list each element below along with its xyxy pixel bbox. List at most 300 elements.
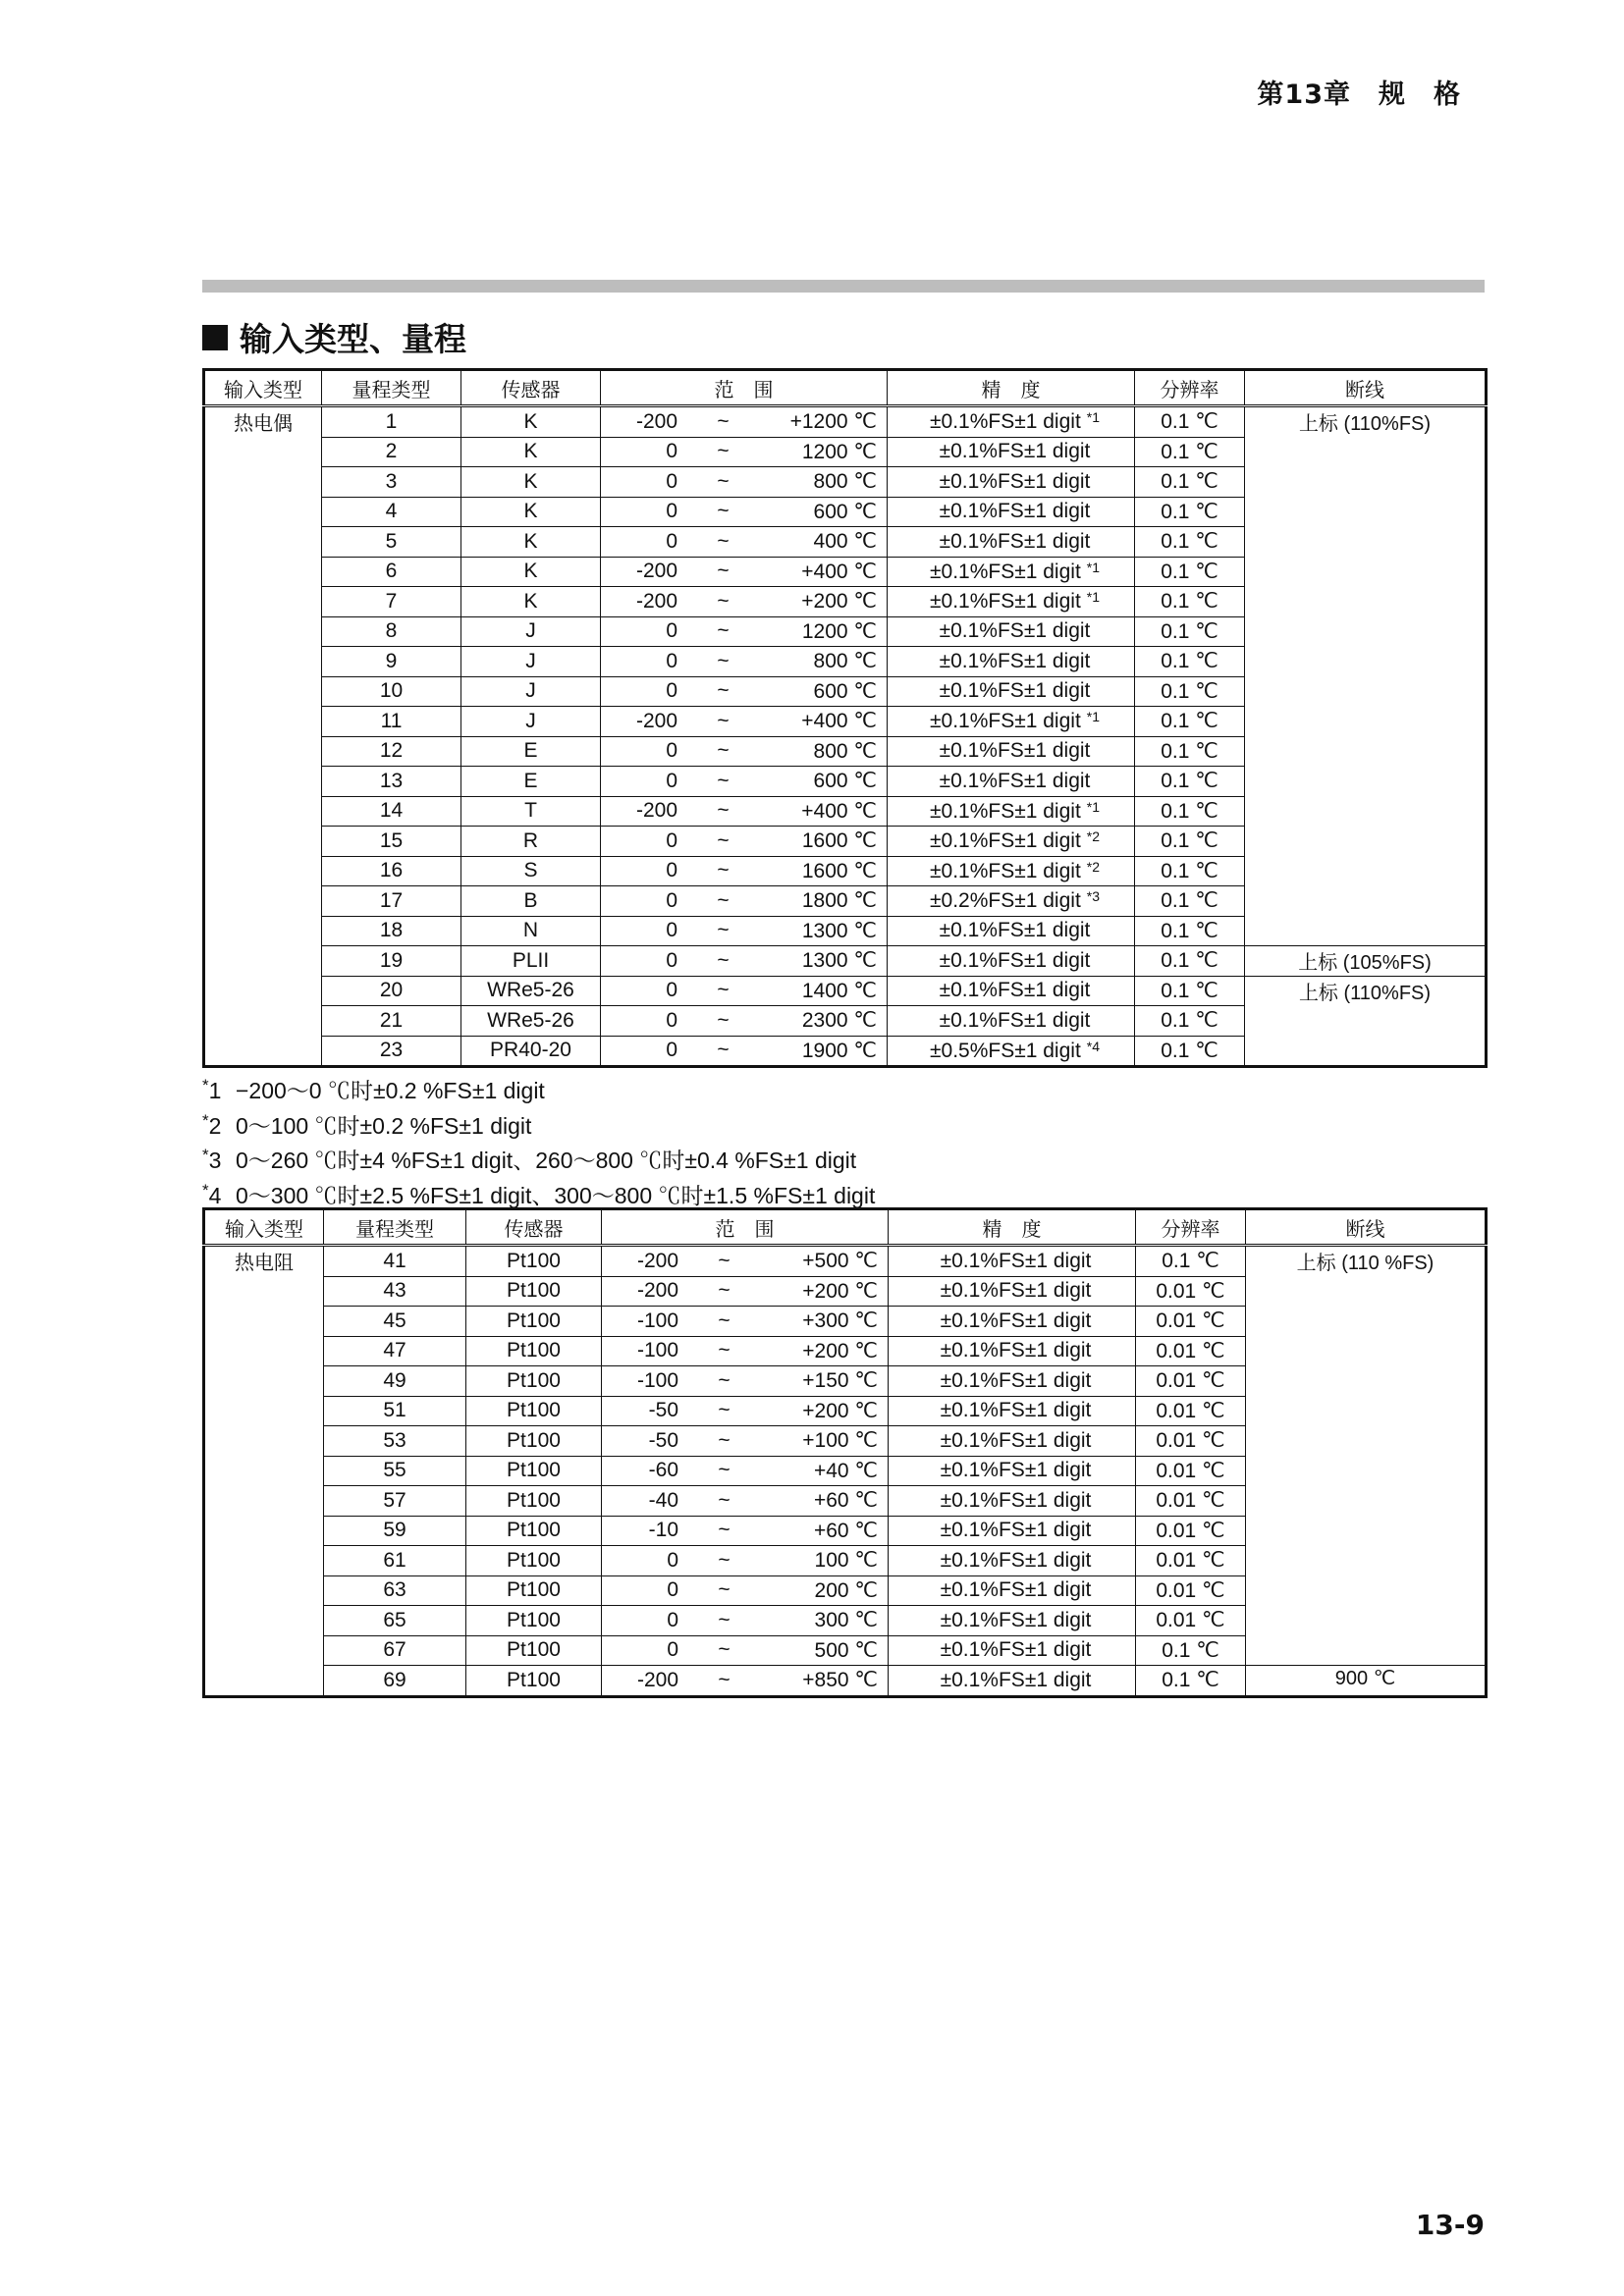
range-values bbox=[605, 799, 883, 824]
accuracy-value: ±0.1%FS±1 digit bbox=[940, 1578, 1092, 1602]
column-header: 传感器 bbox=[466, 1209, 602, 1246]
accuracy-value: ±0.1%FS±1 digit bbox=[940, 1638, 1092, 1662]
accuracy-value: ±0.1%FS±1 digit bbox=[940, 1548, 1092, 1572]
range-high: +200 ℃ bbox=[802, 1339, 878, 1362]
range-low: 0 bbox=[666, 888, 677, 912]
range-cell bbox=[602, 1246, 889, 1277]
range-low: -100 bbox=[636, 1308, 678, 1332]
range-cell bbox=[602, 1546, 889, 1576]
range-cell bbox=[602, 1336, 889, 1366]
sensor-cell: WRe5-26 bbox=[461, 976, 601, 1006]
sensor-cell: S bbox=[461, 856, 601, 886]
range-tilde: ~ bbox=[717, 529, 730, 553]
input-type-cell: 热电阻 bbox=[204, 1246, 324, 1697]
range-tilde: ~ bbox=[717, 979, 730, 1002]
resolution-cell: 0.1 ℃ bbox=[1135, 406, 1245, 438]
resolution-cell: 0.1 ℃ bbox=[1135, 557, 1245, 587]
accuracy-value: ±0.1%FS±1 digit bbox=[940, 1428, 1092, 1452]
range-cell bbox=[601, 406, 888, 438]
rtd-table bbox=[202, 1207, 1488, 1698]
range-cell bbox=[601, 467, 888, 498]
range-values bbox=[605, 500, 883, 524]
accuracy-value: ±0.1%FS±1 digit bbox=[940, 1488, 1092, 1512]
column-header: 量程类型 bbox=[324, 1209, 466, 1246]
resolution-cell: 0.1 ℃ bbox=[1136, 1246, 1246, 1277]
range-cell bbox=[601, 916, 888, 946]
sensor-cell: Pt100 bbox=[466, 1456, 602, 1486]
resolution-cell: 0.01 ℃ bbox=[1136, 1486, 1246, 1517]
resolution-cell: 0.1 ℃ bbox=[1135, 647, 1245, 677]
burnout-cell: 上标 (110 %FS) bbox=[1246, 1246, 1487, 1666]
sensor-cell: Pt100 bbox=[466, 1307, 602, 1337]
resolution-cell: 0.1 ℃ bbox=[1135, 736, 1245, 767]
range-values bbox=[605, 709, 883, 733]
accuracy-value: ±0.1%FS±1 digit bbox=[929, 799, 1081, 823]
range-code-cell: 14 bbox=[322, 796, 461, 827]
sensor-cell: Pt100 bbox=[466, 1666, 602, 1697]
range-low: 0 bbox=[666, 919, 677, 942]
range-code-cell: 69 bbox=[324, 1666, 466, 1697]
resolution-cell: 0.01 ℃ bbox=[1136, 1456, 1246, 1486]
accuracy-cell bbox=[888, 616, 1135, 647]
sensor-cell: Pt100 bbox=[466, 1575, 602, 1606]
footnote-text: 0～100 ℃时±0.2 %FS±1 digit bbox=[236, 1112, 532, 1139]
resolution-cell: 0.01 ℃ bbox=[1136, 1516, 1246, 1546]
range-tilde: ~ bbox=[718, 1399, 731, 1422]
range-low: 0 bbox=[666, 679, 677, 703]
range-tilde: ~ bbox=[717, 619, 730, 643]
range-low: 0 bbox=[667, 1638, 678, 1662]
range-values bbox=[605, 649, 883, 673]
accuracy-value: ±0.1%FS±1 digit bbox=[939, 500, 1091, 523]
range-tilde: ~ bbox=[718, 1608, 731, 1631]
range-code-cell: 65 bbox=[324, 1606, 466, 1636]
range-high: 1900 ℃ bbox=[801, 1039, 877, 1062]
accuracy-cell bbox=[888, 647, 1135, 677]
range-code-cell: 41 bbox=[324, 1246, 466, 1277]
range-cell bbox=[601, 796, 888, 827]
range-low: -200 bbox=[636, 1668, 678, 1691]
range-tilde: ~ bbox=[717, 859, 730, 882]
range-low: -50 bbox=[648, 1428, 678, 1452]
resolution-cell: 0.1 ℃ bbox=[1135, 856, 1245, 886]
range-cell bbox=[602, 1486, 889, 1517]
sensor-cell: B bbox=[461, 886, 601, 917]
range-high: +200 ℃ bbox=[802, 1279, 878, 1303]
sensor-cell: N bbox=[461, 916, 601, 946]
accuracy-value: ±0.1%FS±1 digit bbox=[940, 1368, 1092, 1392]
sensor-cell: K bbox=[461, 557, 601, 587]
range-tilde: ~ bbox=[717, 679, 730, 703]
resolution-cell: 0.1 ℃ bbox=[1135, 707, 1245, 737]
range-code-cell: 10 bbox=[322, 676, 461, 707]
resolution-cell: 0.1 ℃ bbox=[1135, 767, 1245, 797]
range-code-cell: 61 bbox=[324, 1546, 466, 1576]
range-tilde: ~ bbox=[717, 649, 730, 672]
column-header: 精 度 bbox=[889, 1209, 1136, 1246]
range-values bbox=[605, 828, 883, 853]
range-tilde: ~ bbox=[717, 1039, 730, 1062]
footnote-text: 0～260 ℃时±4 %FS±1 digit、260～800 ℃时±0.4 %FS±1 digit bbox=[236, 1148, 857, 1173]
accuracy-cell bbox=[888, 916, 1135, 946]
range-cell bbox=[601, 616, 888, 647]
range-code-cell: 19 bbox=[322, 946, 461, 977]
range-code-cell: 53 bbox=[324, 1426, 466, 1457]
range-cell bbox=[602, 1426, 889, 1457]
resolution-cell: 0.1 ℃ bbox=[1135, 676, 1245, 707]
range-code-cell: 59 bbox=[324, 1516, 466, 1546]
range-cell bbox=[601, 946, 888, 977]
accuracy-cell bbox=[888, 707, 1135, 737]
section-title-text: 输入类型、量程 bbox=[240, 320, 466, 358]
accuracy-cell bbox=[888, 736, 1135, 767]
range-low: -200 bbox=[635, 589, 677, 613]
range-low: 0 bbox=[666, 948, 677, 972]
range-code-cell: 12 bbox=[322, 736, 461, 767]
range-high: +400 ℃ bbox=[801, 710, 877, 733]
range-values bbox=[606, 1488, 884, 1513]
range-high: 2300 ℃ bbox=[801, 1009, 877, 1033]
column-header: 断线 bbox=[1246, 1209, 1487, 1246]
range-low: 0 bbox=[666, 859, 677, 882]
range-low: 0 bbox=[667, 1548, 678, 1572]
range-high: 1600 ℃ bbox=[801, 829, 877, 853]
resolution-cell: 0.01 ℃ bbox=[1136, 1546, 1246, 1576]
burnout-cell: 900 ℃ bbox=[1246, 1666, 1487, 1697]
range-cell bbox=[601, 647, 888, 677]
section-divider bbox=[202, 280, 1485, 293]
range-values bbox=[605, 589, 883, 614]
resolution-cell: 0.1 ℃ bbox=[1135, 827, 1245, 857]
accuracy-cell bbox=[889, 1546, 1136, 1576]
accuracy-value: ±0.1%FS±1 digit bbox=[939, 1008, 1091, 1032]
resolution-cell: 0.01 ℃ bbox=[1136, 1366, 1246, 1397]
range-tilde: ~ bbox=[717, 500, 730, 523]
range-tilde: ~ bbox=[717, 409, 730, 433]
section-title bbox=[202, 314, 466, 360]
accuracy-note: *1 bbox=[1086, 589, 1101, 606]
accuracy-value: ±0.1%FS±1 digit bbox=[929, 560, 1081, 583]
range-high: 1400 ℃ bbox=[801, 979, 877, 1002]
range-high: +300 ℃ bbox=[802, 1309, 878, 1333]
range-low: 0 bbox=[666, 1039, 677, 1062]
accuracy-note: *1 bbox=[1086, 559, 1101, 575]
range-tilde: ~ bbox=[717, 709, 730, 732]
sensor-cell: R bbox=[461, 827, 601, 857]
column-header: 输入类型 bbox=[204, 1209, 324, 1246]
range-tilde: ~ bbox=[718, 1548, 731, 1572]
sensor-cell: J bbox=[461, 616, 601, 647]
range-code-cell: 11 bbox=[322, 707, 461, 737]
accuracy-value: ±0.1%FS±1 digit bbox=[929, 710, 1081, 733]
resolution-cell: 0.01 ℃ bbox=[1136, 1426, 1246, 1457]
sensor-cell: K bbox=[461, 437, 601, 467]
range-values bbox=[605, 529, 883, 554]
accuracy-cell bbox=[889, 1426, 1136, 1457]
sensor-cell: K bbox=[461, 467, 601, 498]
sensor-cell: E bbox=[461, 736, 601, 767]
range-low: -200 bbox=[636, 1279, 678, 1303]
accuracy-value: ±0.1%FS±1 digit bbox=[939, 979, 1091, 1002]
footnotes bbox=[202, 1071, 875, 1210]
range-low: -100 bbox=[636, 1339, 678, 1362]
accuracy-cell bbox=[889, 1366, 1136, 1397]
accuracy-cell bbox=[889, 1456, 1136, 1486]
sensor-cell: Pt100 bbox=[466, 1516, 602, 1546]
range-values bbox=[606, 1428, 884, 1453]
range-code-cell: 63 bbox=[324, 1575, 466, 1606]
range-low: -200 bbox=[635, 799, 677, 823]
accuracy-note: *3 bbox=[1086, 888, 1101, 905]
range-high: 600 ℃ bbox=[813, 679, 877, 703]
sensor-cell: J bbox=[461, 647, 601, 677]
range-tilde: ~ bbox=[718, 1668, 731, 1691]
accuracy-cell bbox=[888, 557, 1135, 587]
accuracy-cell bbox=[888, 1006, 1135, 1037]
range-code-cell: 2 bbox=[322, 437, 461, 467]
table-row bbox=[204, 946, 1487, 977]
accuracy-cell bbox=[888, 497, 1135, 527]
range-code-cell: 9 bbox=[322, 647, 461, 677]
range-high: 1300 ℃ bbox=[801, 949, 877, 973]
range-tilde: ~ bbox=[718, 1368, 731, 1392]
range-tilde: ~ bbox=[717, 828, 730, 852]
sensor-cell: K bbox=[461, 406, 601, 438]
accuracy-cell bbox=[888, 676, 1135, 707]
resolution-cell: 0.1 ℃ bbox=[1135, 796, 1245, 827]
accuracy-value: ±0.1%FS±1 digit bbox=[940, 1459, 1092, 1482]
range-values bbox=[606, 1548, 884, 1573]
range-low: 0 bbox=[667, 1578, 678, 1602]
range-tilde: ~ bbox=[718, 1339, 731, 1362]
range-tilde: ~ bbox=[717, 469, 730, 493]
column-header: 范 围 bbox=[601, 370, 888, 406]
range-values bbox=[605, 888, 883, 913]
range-low: -200 bbox=[635, 709, 677, 732]
sensor-cell: WRe5-26 bbox=[461, 1006, 601, 1037]
range-cell bbox=[601, 1036, 888, 1067]
range-low: -200 bbox=[635, 560, 677, 583]
range-high: +500 ℃ bbox=[802, 1250, 878, 1273]
resolution-cell: 0.1 ℃ bbox=[1135, 616, 1245, 647]
thermocouple-table bbox=[202, 368, 1488, 1068]
range-code-cell: 7 bbox=[322, 587, 461, 617]
range-values bbox=[606, 1368, 884, 1393]
range-high: 800 ℃ bbox=[813, 739, 877, 763]
range-low: 0 bbox=[666, 769, 677, 792]
resolution-cell: 0.1 ℃ bbox=[1135, 976, 1245, 1006]
range-values bbox=[606, 1638, 884, 1663]
column-header: 范 围 bbox=[602, 1209, 889, 1246]
range-code-cell: 3 bbox=[322, 467, 461, 498]
range-high: +200 ℃ bbox=[801, 590, 877, 614]
burnout-cell: 上标 (110%FS) bbox=[1245, 976, 1487, 1067]
range-high: 1200 ℃ bbox=[801, 440, 877, 463]
range-high: +60 ℃ bbox=[813, 1519, 878, 1542]
accuracy-value: ±0.1%FS±1 digit bbox=[939, 469, 1091, 493]
range-code-cell: 57 bbox=[324, 1486, 466, 1517]
accuracy-cell bbox=[888, 437, 1135, 467]
range-low: 0 bbox=[666, 469, 677, 493]
sensor-cell: J bbox=[461, 707, 601, 737]
range-code-cell: 1 bbox=[322, 406, 461, 438]
range-code-cell: 17 bbox=[322, 886, 461, 917]
range-low: 0 bbox=[666, 1008, 677, 1032]
range-high: 100 ℃ bbox=[814, 1549, 878, 1573]
range-tilde: ~ bbox=[718, 1578, 731, 1602]
accuracy-cell bbox=[888, 406, 1135, 438]
sensor-cell: Pt100 bbox=[466, 1336, 602, 1366]
range-values bbox=[606, 1279, 884, 1304]
accuracy-note: *1 bbox=[1086, 409, 1101, 426]
range-code-cell: 16 bbox=[322, 856, 461, 886]
range-tilde: ~ bbox=[718, 1459, 731, 1482]
accuracy-value: ±0.1%FS±1 digit bbox=[929, 590, 1081, 614]
accuracy-cell bbox=[889, 1307, 1136, 1337]
range-low: 0 bbox=[666, 979, 677, 1002]
range-cell bbox=[601, 557, 888, 587]
accuracy-cell bbox=[889, 1396, 1136, 1426]
range-high: +400 ℃ bbox=[801, 560, 877, 583]
range-cell bbox=[602, 1456, 889, 1486]
accuracy-value: ±0.1%FS±1 digit bbox=[939, 440, 1091, 463]
range-high: 300 ℃ bbox=[814, 1609, 878, 1632]
range-code-cell: 20 bbox=[322, 976, 461, 1006]
range-values bbox=[605, 919, 883, 943]
range-high: +200 ℃ bbox=[802, 1399, 878, 1422]
range-tilde: ~ bbox=[717, 769, 730, 792]
footnote-mark bbox=[202, 1176, 236, 1211]
accuracy-cell bbox=[888, 527, 1135, 558]
range-values bbox=[605, 769, 883, 793]
resolution-cell: 0.1 ℃ bbox=[1135, 587, 1245, 617]
table-row bbox=[204, 1246, 1487, 1277]
burnout-cell: 上标 (110%FS) bbox=[1245, 406, 1487, 946]
range-values bbox=[605, 469, 883, 494]
range-values bbox=[605, 560, 883, 584]
accuracy-cell bbox=[888, 796, 1135, 827]
accuracy-value: ±0.2%FS±1 digit bbox=[929, 889, 1081, 913]
sensor-cell: PR40-20 bbox=[461, 1036, 601, 1067]
range-cell bbox=[601, 1006, 888, 1037]
accuracy-value: ±0.1%FS±1 digit bbox=[940, 1519, 1092, 1542]
range-code-cell: 43 bbox=[324, 1276, 466, 1307]
footnote-mark bbox=[202, 1071, 236, 1106]
accuracy-value: ±0.1%FS±1 digit bbox=[939, 529, 1091, 553]
range-values bbox=[606, 1578, 884, 1603]
range-values bbox=[606, 1249, 884, 1273]
range-low: -200 bbox=[636, 1249, 678, 1272]
column-header: 分辨率 bbox=[1136, 1209, 1246, 1246]
accuracy-note: *1 bbox=[1086, 709, 1101, 725]
range-cell bbox=[601, 976, 888, 1006]
range-cell bbox=[601, 587, 888, 617]
footnote-mark bbox=[202, 1106, 236, 1142]
accuracy-value: ±0.1%FS±1 digit bbox=[940, 1249, 1092, 1272]
accuracy-cell bbox=[889, 1666, 1136, 1697]
accuracy-note: *4 bbox=[1086, 1038, 1101, 1054]
range-low: 0 bbox=[666, 529, 677, 553]
range-values bbox=[605, 619, 883, 644]
range-code-cell: 49 bbox=[324, 1366, 466, 1397]
accuracy-cell bbox=[889, 1276, 1136, 1307]
accuracy-cell bbox=[889, 1516, 1136, 1546]
range-cell bbox=[602, 1276, 889, 1307]
sensor-cell: Pt100 bbox=[466, 1246, 602, 1277]
range-cell bbox=[601, 707, 888, 737]
accuracy-cell bbox=[888, 1036, 1135, 1067]
accuracy-value: ±0.1%FS±1 digit bbox=[940, 1668, 1092, 1691]
range-cell bbox=[602, 1516, 889, 1546]
accuracy-cell bbox=[889, 1575, 1136, 1606]
range-cell bbox=[601, 497, 888, 527]
accuracy-value: ±0.1%FS±1 digit bbox=[940, 1279, 1092, 1303]
accuracy-value: ±0.1%FS±1 digit bbox=[940, 1399, 1092, 1422]
range-tilde: ~ bbox=[718, 1308, 731, 1332]
range-code-cell: 8 bbox=[322, 616, 461, 647]
range-code-cell: 15 bbox=[322, 827, 461, 857]
range-high: +850 ℃ bbox=[802, 1669, 878, 1692]
footnote bbox=[202, 1141, 875, 1176]
range-low: -40 bbox=[648, 1488, 678, 1512]
column-header: 传感器 bbox=[461, 370, 601, 406]
table-header-row bbox=[204, 1209, 1487, 1246]
range-code-cell: 51 bbox=[324, 1396, 466, 1426]
accuracy-cell bbox=[889, 1635, 1136, 1666]
range-low: -200 bbox=[635, 409, 677, 433]
sensor-cell: Pt100 bbox=[466, 1546, 602, 1576]
range-values bbox=[606, 1608, 884, 1632]
accuracy-value: ±0.1%FS±1 digit bbox=[940, 1308, 1092, 1332]
footnote-number: 1 bbox=[208, 1078, 222, 1103]
square-bullet-icon bbox=[202, 325, 228, 350]
footnote-asterisk: * bbox=[202, 1076, 209, 1095]
resolution-cell: 0.1 ℃ bbox=[1136, 1666, 1246, 1697]
resolution-cell: 0.1 ℃ bbox=[1135, 946, 1245, 977]
range-code-cell: 47 bbox=[324, 1336, 466, 1366]
range-cell bbox=[602, 1396, 889, 1426]
column-header: 精 度 bbox=[888, 370, 1135, 406]
range-cell bbox=[602, 1635, 889, 1666]
input-type-cell: 热电偶 bbox=[204, 406, 322, 1067]
accuracy-note: *2 bbox=[1086, 858, 1101, 875]
sensor-cell: Pt100 bbox=[466, 1426, 602, 1457]
range-values bbox=[605, 979, 883, 1003]
range-high: +60 ℃ bbox=[813, 1489, 878, 1513]
range-tilde: ~ bbox=[717, 1008, 730, 1032]
accuracy-value: ±0.5%FS±1 digit bbox=[929, 1039, 1081, 1062]
accuracy-value: ±0.1%FS±1 digit bbox=[939, 619, 1091, 643]
accuracy-value: ±0.1%FS±1 digit bbox=[939, 948, 1091, 972]
footnote-asterisk: * bbox=[202, 1110, 209, 1130]
range-values bbox=[606, 1339, 884, 1363]
page-number: 13-9 bbox=[1415, 2209, 1485, 2241]
column-header: 量程类型 bbox=[322, 370, 461, 406]
range-low: 0 bbox=[666, 739, 677, 763]
range-low: -60 bbox=[648, 1459, 678, 1482]
accuracy-value: ±0.1%FS±1 digit bbox=[939, 919, 1091, 942]
range-high: 200 ℃ bbox=[814, 1578, 878, 1602]
footnote-text: 0～300 ℃时±2.5 %FS±1 digit、300～800 ℃时±1.5 %FS±1 digit bbox=[236, 1182, 876, 1208]
resolution-cell: 0.01 ℃ bbox=[1136, 1336, 1246, 1366]
column-header: 断线 bbox=[1245, 370, 1487, 406]
range-values bbox=[605, 409, 883, 434]
accuracy-cell bbox=[889, 1606, 1136, 1636]
burnout-cell: 上标 (105%FS) bbox=[1245, 946, 1487, 977]
resolution-cell: 0.01 ℃ bbox=[1136, 1575, 1246, 1606]
sensor-cell: K bbox=[461, 497, 601, 527]
footnote bbox=[202, 1176, 875, 1211]
